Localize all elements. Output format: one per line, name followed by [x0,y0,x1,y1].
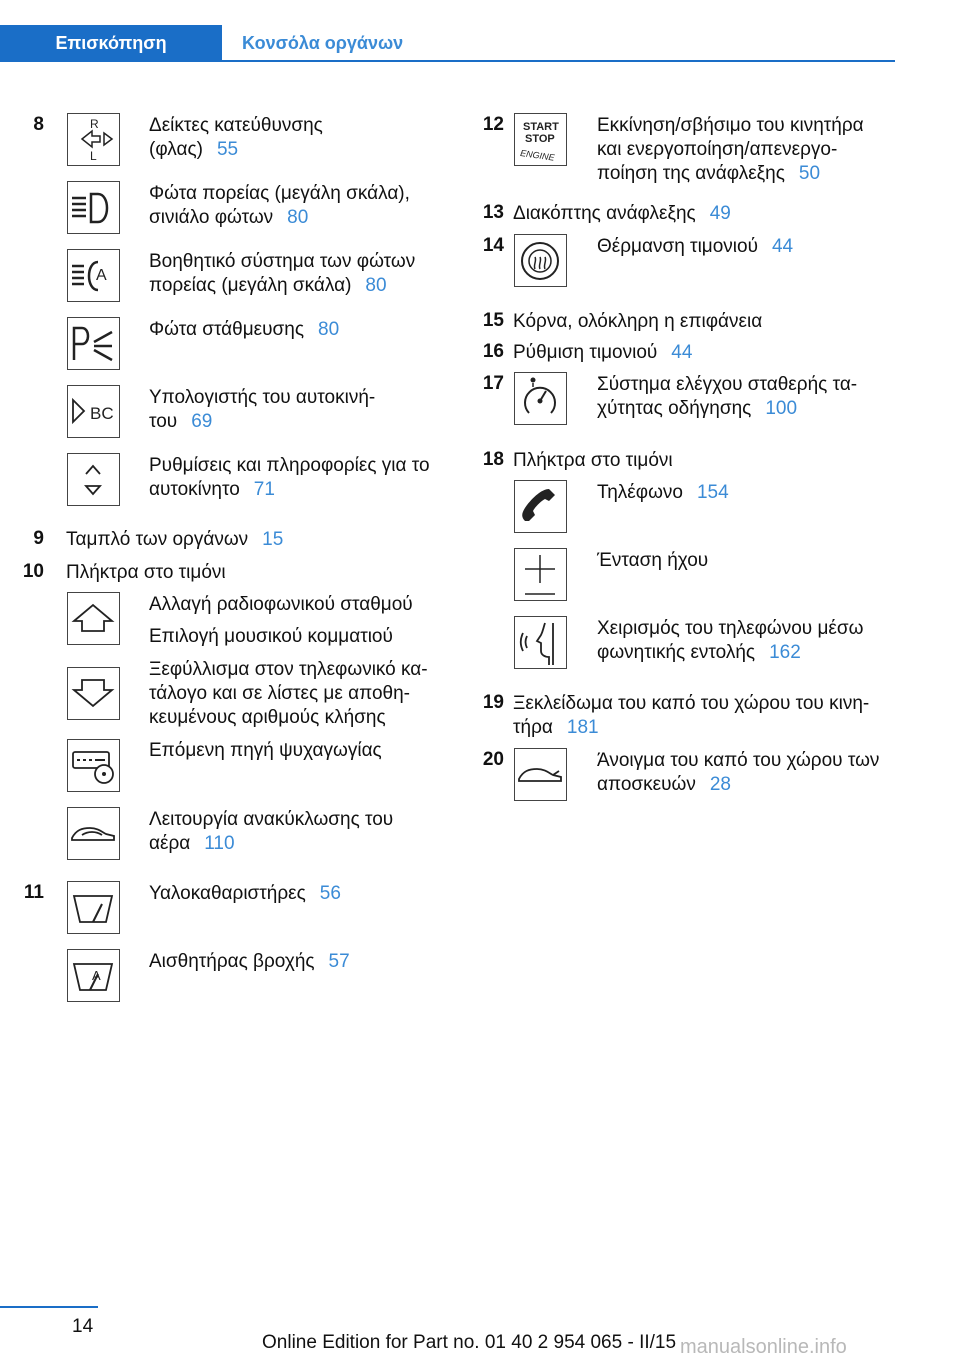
item-air-recirculation [149,808,449,856]
page-ref-link[interactable]: 57 [328,951,350,972]
item-wipers [149,882,449,906]
item-text: Βοηθητικό σύστημα των φώτων [149,251,416,272]
phone-icon [514,480,567,533]
item-text: αποσκευών [597,774,696,795]
page-ref-link[interactable]: 50 [798,163,821,184]
svg-text:L: L [90,149,97,163]
item-text: Ξεφύλλισμα στον τηλεφωνικό κα- [149,659,428,680]
item-text: ποίηση της ανάφλεξης [597,163,785,184]
item-text: Υπολογιστής του αυτοκινή- [149,387,376,408]
item-volume: Ένταση ήχου [597,550,709,571]
item-text: Θέρμανση τιμονιού [597,236,758,257]
icon-label: BC [90,404,114,423]
item-hood-release [513,692,893,740]
item-number: 17 [482,373,504,394]
tab-overview[interactable]: Επισκόπηση [0,25,222,62]
item-number: 13 [482,202,504,223]
item-text: κευμένους αριθμούς κλήσης [149,707,386,728]
item-text: του [149,411,178,432]
item-text: Σύστημα ελέγχου σταθερής τα- [597,374,858,395]
item-text: τήρα [513,717,553,738]
item-number: 19 [482,692,504,713]
item-text: Ξεκλείδωμα του καπό του χώρου του κινη- [513,693,870,714]
header-divider [222,60,895,62]
page-ref-link[interactable]: 100 [765,398,798,419]
volume-icon [514,548,567,601]
page-ref-link[interactable]: 154 [696,482,729,503]
voice-control-icon [514,616,567,669]
page-ref-link[interactable]: 162 [769,642,801,663]
item-next-source: Επόμενη πηγή ψυχαγωγίας [149,740,382,761]
svg-text:A: A [96,267,107,284]
arrow-down-icon [67,667,120,720]
icon-label: STOP [525,133,555,145]
item-text: Φώτα στάθμευσης [149,319,304,340]
item-number: 16 [482,341,504,362]
start-stop-icon [514,113,567,166]
item-text: Επιλογή μουσικού κομματιού [149,626,393,647]
page-ref-link[interactable]: 56 [319,883,341,904]
page-ref-link[interactable]: 44 [771,236,794,257]
parking-lights-icon [67,317,120,370]
footer-divider [0,1306,98,1308]
svg-text:R: R [90,117,99,131]
steering-wheel-heating-icon [514,234,567,287]
item-text: αέρα [149,833,191,854]
item-text: Τηλέφωνο [597,482,683,503]
item-text: πορείας (μεγάλη σκάλα) [149,275,352,296]
arrow-up-icon [67,592,120,645]
item-text: Διακόπτης ανάφλεξης [513,203,696,224]
page-ref-link[interactable]: 80 [365,275,387,296]
item-ignition-switch [513,202,893,226]
item-number: 20 [482,749,504,770]
item-high-beam [149,182,449,230]
item-number: 15 [482,310,504,331]
item-text: Ρύθμιση τιμονιού [513,342,658,363]
item-text: φωνητικής εντολής [597,642,756,663]
item-number: 12 [482,114,504,135]
icon-label: ENGINE [519,147,556,163]
turn-signal-icon [67,113,120,166]
item-text: Λειτουργία ανακύκλωσης του [149,809,394,830]
up-down-arrows-icon [67,453,120,506]
item-board-computer [149,386,449,434]
cruise-control-icon [514,372,567,425]
item-number: 14 [482,235,504,256]
page-ref-link[interactable]: 55 [216,139,239,160]
item-voice-control [597,617,897,665]
item-text: Χειρισμός του τηλεφώνου μέσω [597,618,864,639]
item-text: (φλας) [149,139,203,160]
item-text: Αισθητήρας βροχής [149,951,315,972]
board-computer-icon [67,385,120,438]
item-steering-adjust [513,341,893,365]
page-ref-link[interactable]: 80 [318,319,340,340]
item-instrument-cluster [66,528,446,552]
page-ref-link[interactable]: 69 [191,411,213,432]
item-parking-lights [149,318,449,342]
item-vehicle-settings [149,454,449,502]
svg-text:A: A [92,968,101,983]
high-beam-assist-icon [67,249,120,302]
item-horn: Κόρνα, ολόκληρη η επιφάνεια [513,311,763,332]
item-number: 8 [33,114,44,135]
item-text: σινιάλο φώτων [149,207,274,228]
entertainment-source-icon [67,739,120,792]
item-text: Ταμπλό των οργάνων [66,529,249,550]
item-text: και ενεργοποίηση/απενεργο- [597,139,838,160]
item-text: Δείκτες κατεύθυνσης [149,115,323,136]
edition-note: Online Edition for Part no. 01 40 2 954 065 - II/15 [262,1332,677,1353]
item-text: Αλλαγή ραδιοφωνικού σταθμού [149,594,413,615]
item-steering-buttons: Πλήκτρα στο τιμόνι [66,562,226,583]
item-text: Εκκίνηση/σβήσιμο του κινητήρα [597,115,864,136]
page-ref-link[interactable]: 28 [709,774,731,795]
item-phonebook-scroll [149,658,449,730]
item-text: τάλογο και σε λίστες με αποθη- [149,683,410,704]
item-rain-sensor [149,950,449,974]
item-text: Ρυθμίσεις και πληροφορίες για το [149,455,430,476]
high-beam-icon [67,181,120,234]
item-phone [597,481,897,505]
page-ref-link[interactable]: 80 [287,207,309,228]
item-number: 18 [482,449,504,470]
item-high-beam-assist [149,250,449,298]
air-recirculation-icon [67,807,120,860]
page-ref-link[interactable]: 15 [262,529,284,550]
item-number: 11 [23,882,44,903]
item-number: 9 [33,528,44,549]
trunk-open-icon [514,748,567,801]
page-ref-link[interactable]: 181 [566,717,599,738]
item-text: Άνοιγμα του καπό του χώρου των [597,750,880,771]
item-trunk-open [597,749,897,797]
icon-label: START [523,121,559,133]
item-turn-signal [149,114,449,162]
item-text: χύτητας οδήγησης [597,398,752,419]
item-number: 10 [22,561,44,582]
watermark: manualsonline.info [680,1336,847,1358]
item-steering-buttons-right: Πλήκτρα στο τιμόνι [513,450,673,471]
item-text: Φώτα πορείας (μεγάλη σκάλα), [149,183,410,204]
tab-instrument-console[interactable]: Κονσόλα οργάνων [242,33,404,53]
page-ref-link[interactable]: 71 [253,479,275,500]
page-ref-link[interactable]: 49 [709,203,731,224]
wiper-icon [67,881,120,934]
item-start-stop [597,114,897,186]
page-ref-link[interactable]: 110 [204,833,235,854]
page-ref-link[interactable]: 44 [671,342,693,363]
rain-sensor-icon [67,949,120,1002]
item-station-change [149,593,449,649]
page-number: 14 [72,1316,94,1337]
item-text: αυτοκίνητο [149,479,240,500]
item-steering-heating [597,235,897,259]
item-cruise-control [597,373,897,421]
header [0,25,895,62]
item-text: Υαλοκαθαριστήρες [149,883,306,904]
